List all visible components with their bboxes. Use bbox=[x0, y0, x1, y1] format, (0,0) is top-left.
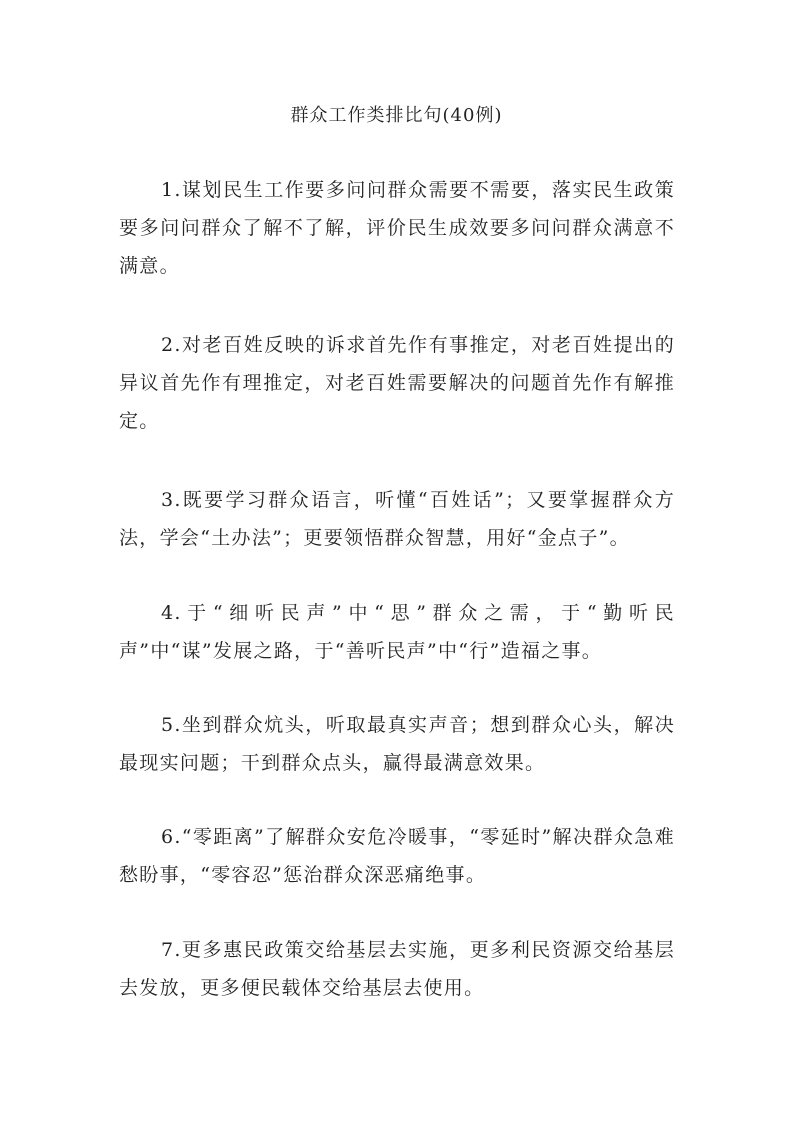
paragraph-1: 1.谋划民生工作要多问问群众需要不需要，落实民生政策要多问问群众了解不了解，评价民生成效要多问问群众满意不满意。 bbox=[119, 179, 675, 277]
paragraph-3: 3.既要学习群众语言，听懂“百姓话”；又要掌握群众方法，学会“土办法”；更要领悟群众智慧，用好“金点子”。 bbox=[119, 489, 675, 549]
paragraph-4: 4.于“细听民声”中“思”群众之需，于“勤听民声”中“谋”发展之路，于“善听民声”中“行”造福之事。 bbox=[119, 602, 675, 662]
paragraph-5: 5.坐到群众炕头，听取最真实声音；想到群众心头，解决最现实问题；干到群众点头，赢得最满意效果。 bbox=[119, 714, 675, 774]
paragraph-7: 7.更多惠民政策交给基层去实施，更多利民资源交给基层去发放，更多便民载体交给基层去使用。 bbox=[119, 939, 675, 999]
paragraph-6: 6.“零距离”了解群众安危冷暖事，“零延时”解决群众急难愁盼事，“零容忍”惩治群众深恶痛绝事。 bbox=[119, 826, 675, 886]
document-title: 群众工作类排比句(40例) bbox=[290, 105, 503, 126]
paragraph-2: 2.对老百姓反映的诉求首先作有事推定，对老百姓提出的异议首先作有理推定，对老百姓需要解决的问题首先作有解推定。 bbox=[119, 334, 675, 432]
